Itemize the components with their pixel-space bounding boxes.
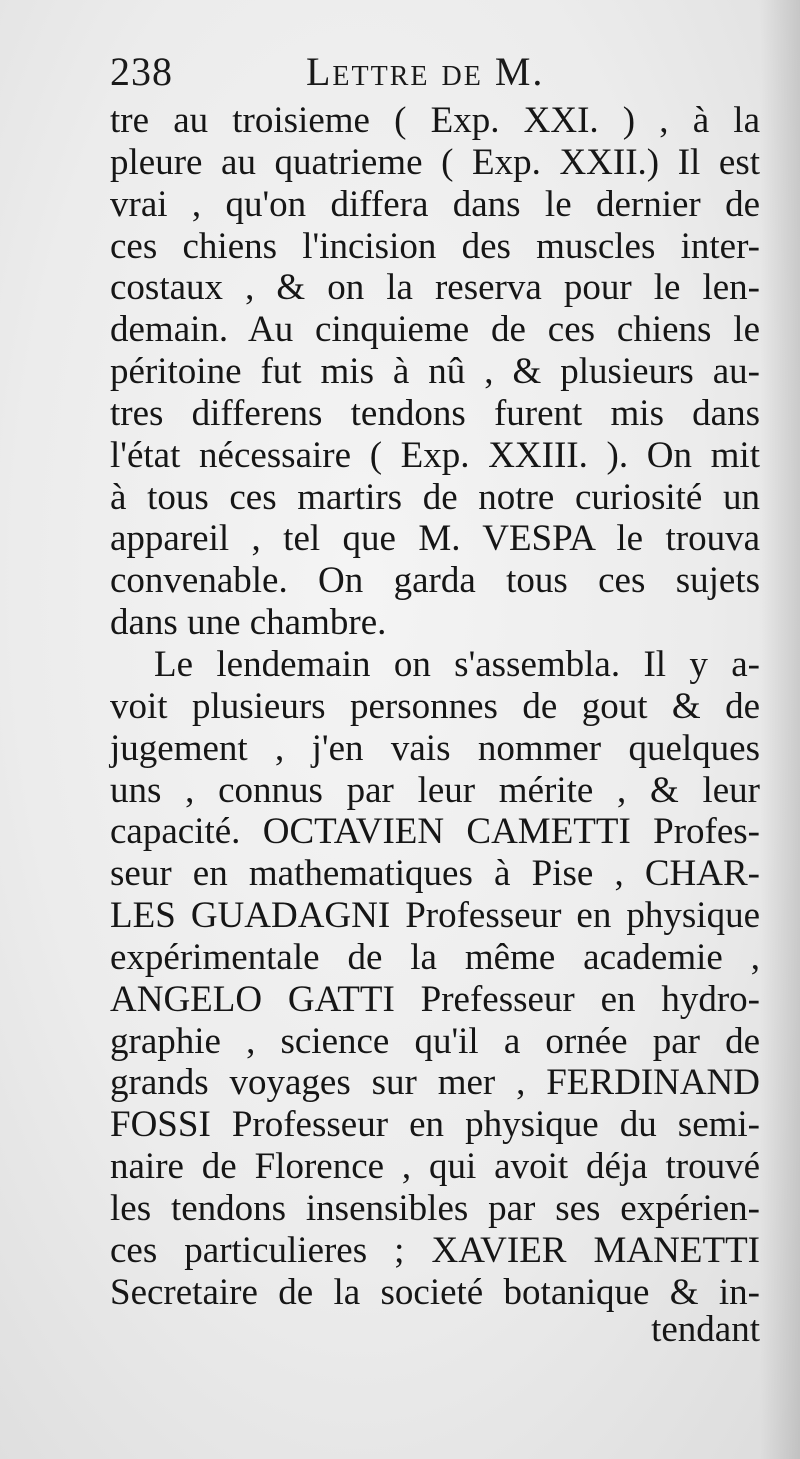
page-number: 238 xyxy=(110,49,173,94)
text-line: convenable. On garda tous ces sujets xyxy=(110,560,760,602)
text-line: ces particulieres ; XAVIER MANETTI xyxy=(110,1229,760,1271)
text-line: grands voyages sur mer , FERDINAND xyxy=(110,1062,760,1104)
text-line: uns , connus par leur mérite , & leur xyxy=(110,769,760,811)
text-line: tres differens tendons furent mis dans xyxy=(110,392,760,434)
text-line: demain. Au cinquieme de ces chiens le xyxy=(110,309,760,351)
running-title: Lettre de M. xyxy=(306,49,545,94)
text-line: FOSSI Professeur en physique du semi- xyxy=(110,1104,760,1146)
text-line: seur en mathematiques à Pise , CHAR- xyxy=(110,853,760,895)
text-line: péritoine fut mis à nû , & plusieurs au- xyxy=(110,351,760,393)
text-line: vrai , qu'on differa dans le dernier de xyxy=(110,183,760,225)
text-line: LES GUADAGNI Professeur en physique xyxy=(110,895,760,937)
text-line: pleure au quatrieme ( Exp. XXII.) Il est xyxy=(110,141,760,183)
page-shadow xyxy=(760,0,800,1459)
text-line: ANGELO GATTI Prefesseur en hydro- xyxy=(110,978,760,1020)
body-text xyxy=(110,100,760,1313)
text-line: appareil , tel que M. VESPA le trouva xyxy=(110,518,760,560)
text-line: expérimentale de la même academie , xyxy=(110,936,760,978)
text-line: ces chiens l'incision des muscles inter- xyxy=(110,225,760,267)
text-line: tre au troisieme ( Exp. XXI. ) , à la xyxy=(110,100,760,141)
text-line: naire de Florence , qui avoit déja trouvé xyxy=(110,1146,760,1188)
text-line: graphie , science qu'il a ornée par de xyxy=(110,1020,760,1062)
text-line: Secretaire de la societé botanique & in- xyxy=(110,1271,760,1313)
paragraph-start-line: Le lendemain on s'assembla. Il y a- xyxy=(154,643,760,685)
catchword: tendant xyxy=(651,1309,760,1350)
text-line: à tous ces martirs de notre curiosité un xyxy=(110,476,760,518)
text-line: capacité. OCTAVIEN CAMETTI Profes- xyxy=(110,811,760,853)
page-header xyxy=(110,48,760,96)
text-line: costaux , & on la reserva pour le len- xyxy=(110,267,760,309)
text-line: l'état nécessaire ( Exp. XXIII. ). On mit xyxy=(110,434,760,476)
text-line: voit plusieurs personnes de gout & de xyxy=(110,685,760,727)
paragraph-end-line: dans une chambre. xyxy=(110,602,387,644)
text-line: jugement , j'en vais nommer quelques xyxy=(110,727,760,769)
text-line: les tendons insensibles par ses expérien- xyxy=(110,1187,760,1229)
